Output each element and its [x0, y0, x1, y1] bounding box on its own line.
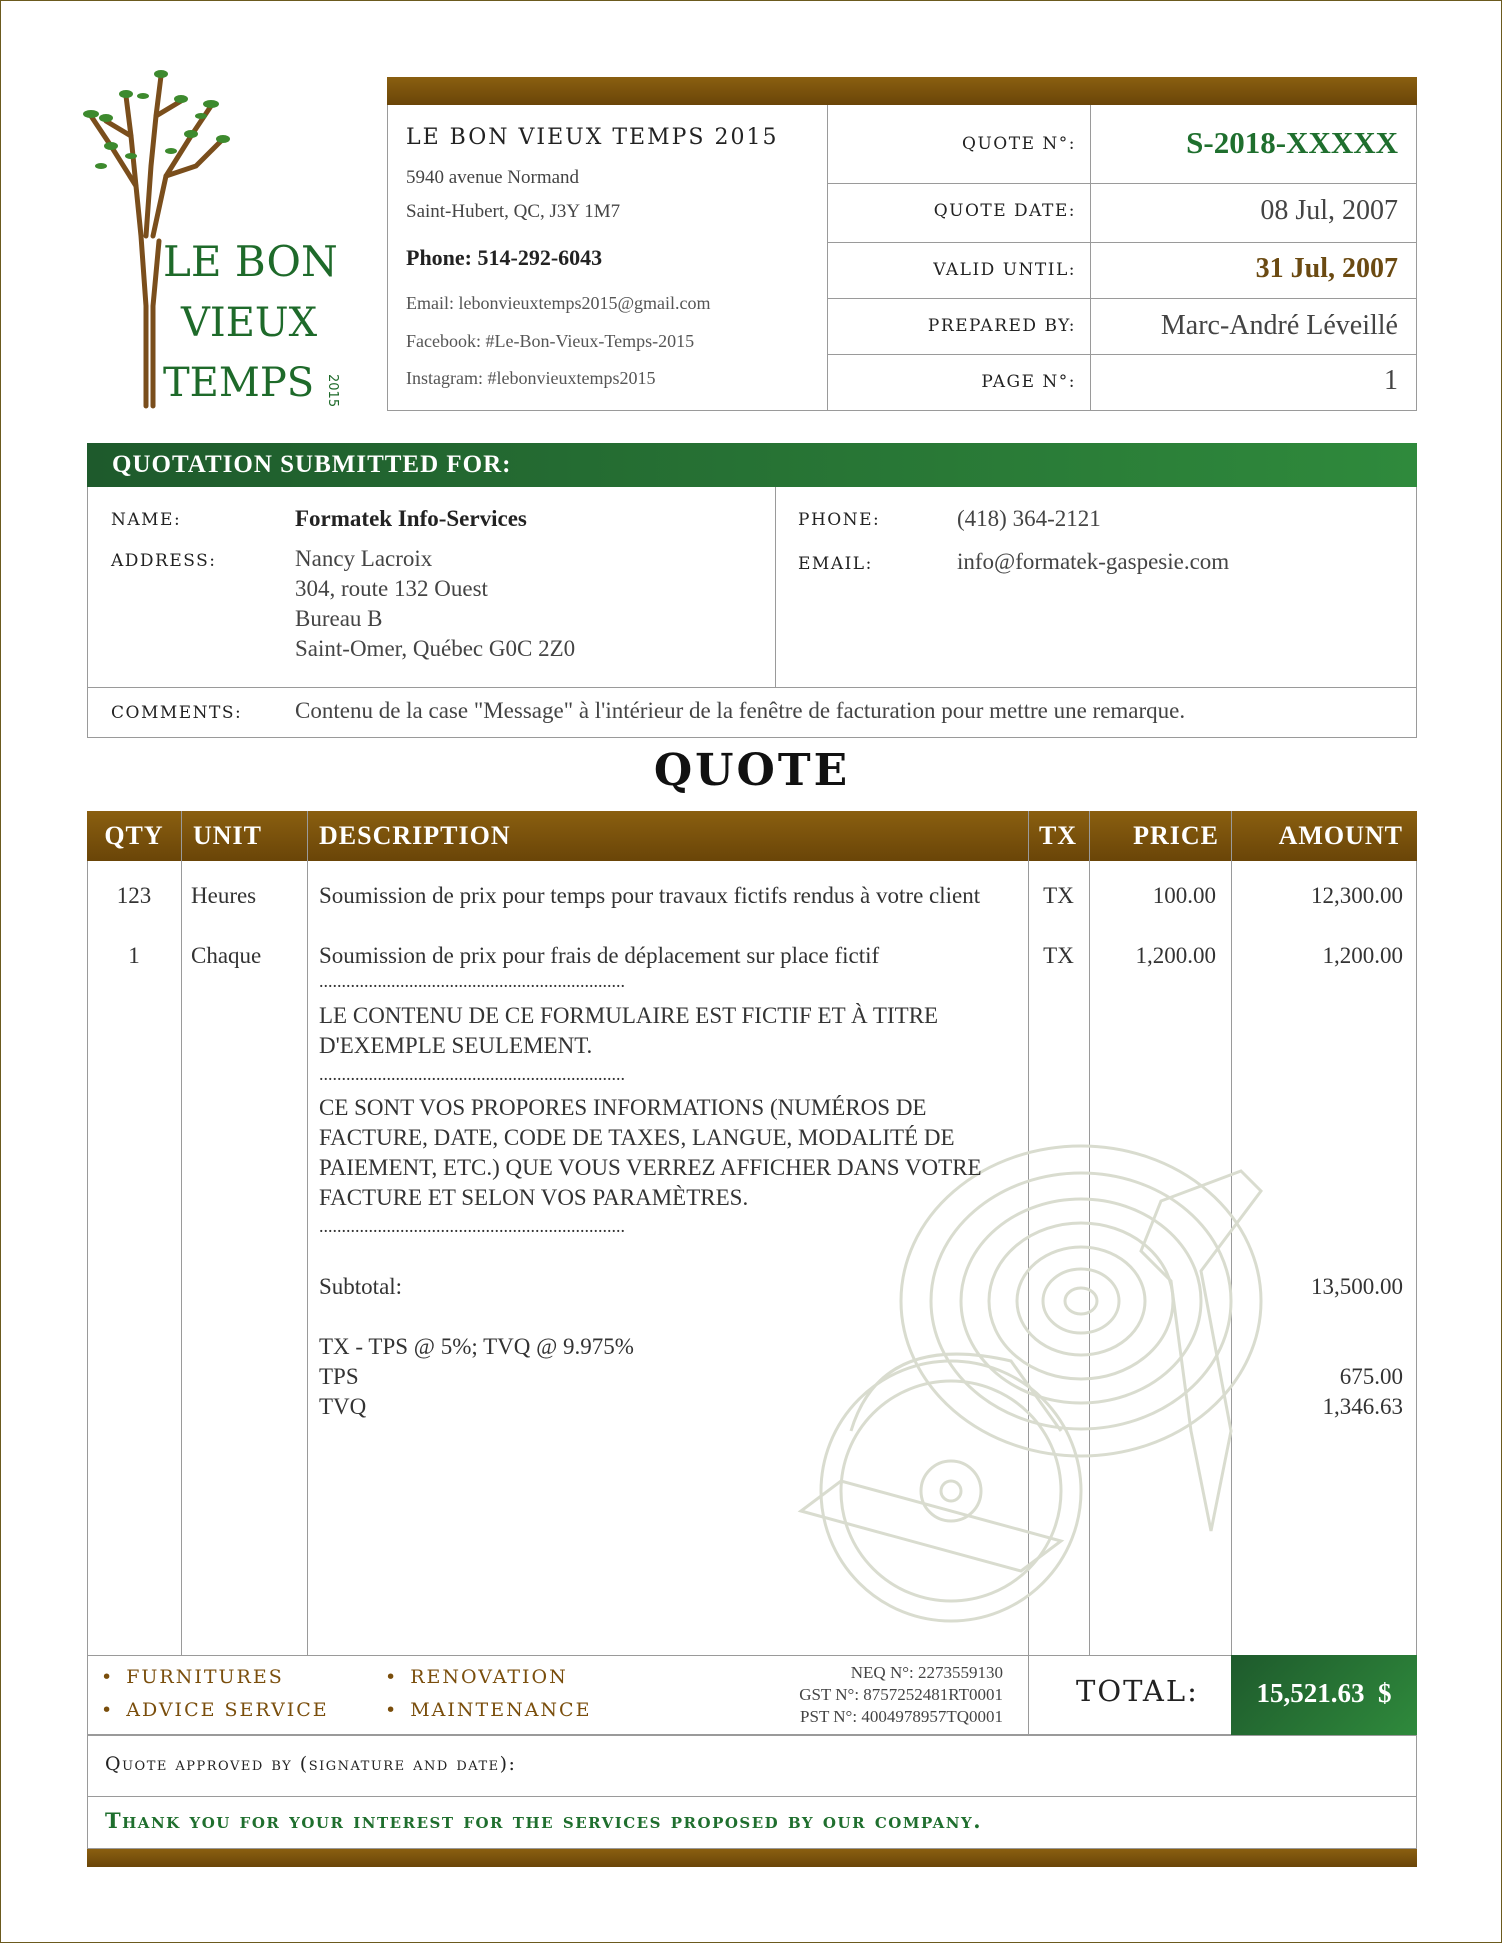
total-box [1231, 1655, 1417, 1735]
subtotal-label: Subtotal: [319, 1274, 403, 1299]
svg-text:2015: 2015 [325, 374, 340, 408]
client-email: info@formatek-gaspesie.com [957, 549, 1230, 574]
col-header-amount: AMOUNT [1278, 821, 1403, 850]
gst-number: GST N°: 8757252481RT0001 [799, 1685, 1003, 1704]
company-facebook: Facebook: #Le-Bon-Vieux-Temps-2015 [406, 331, 695, 351]
svg-text:LE BON: LE BON [163, 237, 338, 286]
row-1-price: 100.00 [1152, 883, 1216, 908]
col-header-qty: QTY [104, 821, 164, 850]
row-2-tx: TX [1043, 943, 1074, 968]
tax-summary: TX - TPS @ 5%; TVQ @ 9.975% [319, 1334, 634, 1359]
col-header-description: DESCRIPTION [319, 821, 511, 850]
tree-icon [71, 56, 361, 416]
quote-number: S-2018-XXXXX [1186, 125, 1398, 160]
valid-until: 31 Jul, 2007 [1255, 253, 1398, 284]
document-title: QUOTE [653, 745, 851, 796]
client-name-label: NAME: [111, 510, 182, 530]
col-header-price: PRICE [1133, 821, 1219, 850]
header-top-bar [387, 77, 1417, 105]
client-header-title: QUOTATION SUBMITTED FOR: [112, 451, 512, 478]
page-number: 1 [1384, 365, 1398, 396]
company-email: Email: lebonvieuxtemps2015@gmail.com [406, 293, 711, 313]
quote-no-label: QUOTE N°: [962, 134, 1076, 154]
client-address-line-4: Saint-Omer, Québec G0C 2Z0 [295, 636, 576, 661]
row-1-qty: 123 [116, 883, 152, 908]
client-address-line-2: 304, route 132 Ouest [295, 576, 488, 601]
row-2-price: 1,200.00 [1135, 943, 1216, 968]
notes-separator-2: .................................................................... [319, 1064, 625, 1084]
comments-label: COMMENTS: [111, 703, 243, 723]
client-phone: (418) 364-2121 [957, 506, 1101, 531]
comments-text: Contenu de la case "Message" à l'intérieur de la fenêtre de facturation pour mettre une remarque. [295, 698, 1186, 723]
svg-text:TEMPS: TEMPS [163, 360, 315, 406]
company-address-1: 5940 avenue Normand [406, 167, 580, 188]
company-logo [71, 56, 361, 416]
service-advice: • ADVICE SERVICE [101, 1699, 329, 1721]
svg-text:VIEUX: VIEUX [181, 300, 318, 346]
bottom-bar [87, 1849, 1417, 1867]
service-renovation: • RENOVATION [385, 1666, 568, 1688]
notes-separator-1: .................................................................... [319, 971, 625, 991]
client-name: Formatek Info-Services [295, 506, 527, 531]
prepared-by: Marc-André Léveillé [1160, 310, 1398, 341]
row-1-tx: TX [1043, 883, 1074, 908]
client-email-label: EMAIL: [798, 554, 873, 574]
client-address-label: ADDRESS: [111, 551, 217, 571]
prepared-by-label: PREPARED BY: [927, 316, 1076, 336]
col-header-tx: TX [1038, 821, 1078, 850]
notes-separator-3: .................................................................... [319, 1216, 625, 1236]
service-maintenance: • MAINTENANCE [385, 1699, 591, 1721]
subtotal-value: 13,500.00 [1311, 1274, 1403, 1299]
row-1-description: Soumission de prix pour temps pour travaux fictifs rendus à votre client [319, 883, 981, 908]
row-1-amount: 12,300.00 [1311, 883, 1403, 908]
row-2-unit: Chaque [191, 943, 262, 968]
company-phone: Phone: 514-292-6043 [406, 245, 603, 270]
company-address-2: Saint-Hubert, QC, J3Y 1M7 [406, 201, 621, 222]
row-2-qty: 1 [128, 943, 140, 968]
row-2-description: Soumission de prix pour frais de déplacement sur place fictif [319, 943, 880, 968]
neq-number: NEQ N°: 2273559130 [850, 1663, 1003, 1682]
thank-you-message: Thank you for your interest for the services proposed by our company. [105, 1808, 983, 1833]
company-instagram: Instagram: #lebonvieuxtemps2015 [406, 368, 656, 388]
company-name: LE BON VIEUX TEMPS 2015 [406, 125, 779, 150]
note-fictitious: LE CONTENU DE CE FORMULAIRE EST FICTIF ET À TITRE D'EXEMPLE SEULEMENT. [319, 1003, 939, 1058]
client-header-bar [87, 443, 1417, 487]
approval-label: Quote approved by (signature and date): [105, 1753, 517, 1775]
total-label: TOTAL: [1076, 1674, 1199, 1708]
total-value: 15,521.63 $ [1256, 1678, 1392, 1708]
row-1-unit: Heures [191, 883, 257, 908]
quote-date: 08 Jul, 2007 [1260, 195, 1398, 226]
client-phone-label: PHONE: [798, 510, 881, 530]
tvq-value: 1,346.63 [1322, 1394, 1403, 1419]
tps-value: 675.00 [1339, 1364, 1403, 1389]
client-address-line-3: Bureau B [295, 606, 383, 631]
col-header-unit: UNIT [193, 821, 263, 850]
client-address-line-1: Nancy Lacroix [295, 546, 433, 571]
page-no-label: PAGE N°: [981, 372, 1076, 392]
row-2-amount: 1,200.00 [1322, 943, 1403, 968]
note-your-info: CE SONT VOS PROPORES INFORMATIONS (NUMÉROS DE FACTURE, DATE, CODE DE TAXES, LANGUE, MODALITÉ DE PAIEMENT, ETC.) QUE VOUS VERREZ AFFICHER DANS VOTRE FACTURE ET SELON VOS PARAMÈTRES. [319, 1095, 982, 1210]
quote-date-label: QUOTE DATE: [933, 201, 1076, 221]
service-furnitures: • FURNITURES [101, 1666, 284, 1688]
pst-number: PST N°: 4004978957TQ0001 [800, 1707, 1003, 1726]
valid-until-label: VALID UNTIL: [933, 260, 1076, 280]
tps-label: TPS [319, 1364, 359, 1389]
tvq-label: TVQ [319, 1394, 367, 1419]
